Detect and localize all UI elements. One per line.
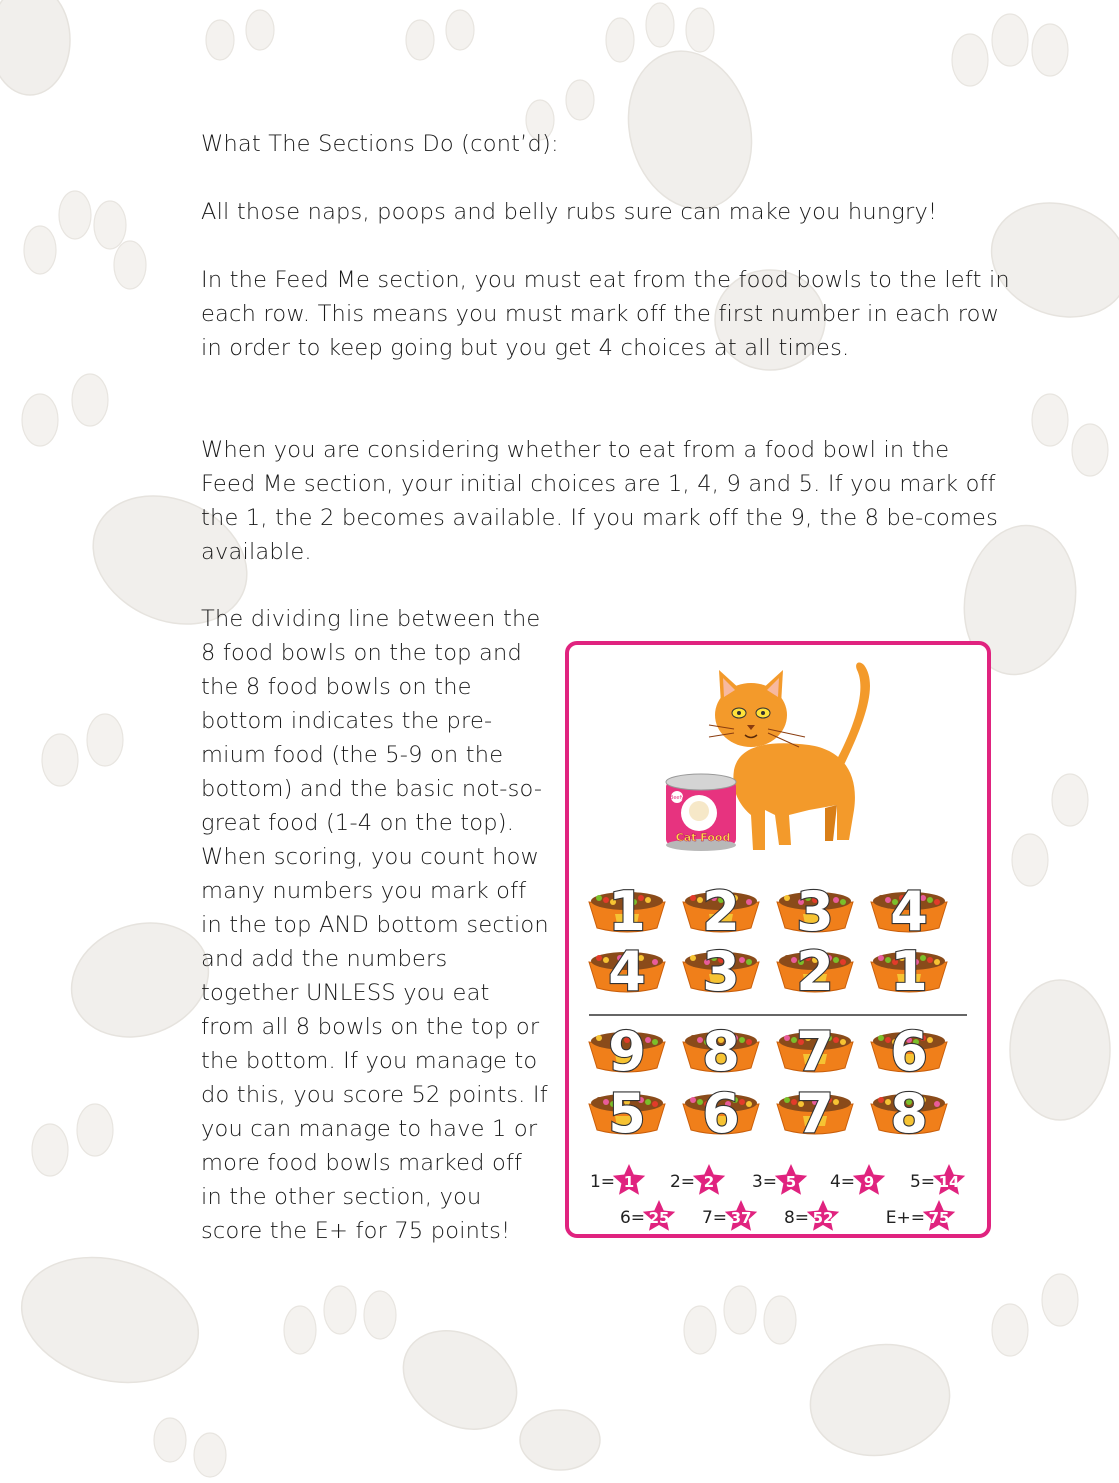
paragraph-scoring: The dividing line between the 8 food bowls on the top and the 8 food bowls on the bottom indicates the pre-mium food (the 5-9 on the bottom) and the basic not-so-great food (1-4 on the top). When scoring, you count how many numbers you mark off in the top AND bottom section and add the numbers together UNLESS you eat from all 8 bowls on the top or the bottom. If you manage to do this, you score 52 points. If you can manage to have 1 or more food bowls marked off in the other section, you score the E+ for 75 points! [201, 606, 549, 1244]
score-value: 5 [785, 1173, 797, 1191]
food-bowl-2 [777, 940, 853, 1003]
food-bowl-3 [683, 940, 759, 1003]
score-label: 2= [669, 1172, 695, 1192]
food-bowl-4 [871, 880, 947, 943]
score-value: 52 [812, 1209, 834, 1227]
score-table [590, 1164, 965, 1231]
score-value: 9 [863, 1173, 875, 1191]
food-bowl-8 [683, 1020, 759, 1083]
feed-me-card [565, 641, 991, 1238]
paragraph-initial-choices: When you are considering whether to eat from a food bowl in the Feed Me section, your initial choices are 1, 4, 9 and 5. If you mark off the 1, the 2 becomes available. If you mark off the 9, the 8 be-comes available. [201, 437, 999, 565]
score-value: 75 [928, 1209, 950, 1227]
score-entry [670, 1164, 725, 1195]
bowl-number: 1 [890, 940, 928, 1003]
score-label: 7= [701, 1208, 727, 1228]
score-label: 1= [589, 1172, 615, 1192]
score-value: 14 [938, 1173, 960, 1191]
food-bowl-1 [871, 940, 947, 1003]
score-value: 37 [730, 1209, 752, 1227]
score-label: 3= [751, 1172, 777, 1192]
score-label: 4= [829, 1172, 855, 1192]
food-bowl-7 [777, 1082, 853, 1145]
food-bowl-7 [777, 1020, 853, 1083]
food-bowl-3 [777, 880, 853, 943]
feed-me-illustration [569, 645, 987, 1234]
bowl-number: 9 [608, 1020, 646, 1083]
bowl-number: 3 [796, 880, 834, 943]
bowl-number: 1 [608, 880, 646, 943]
bowl-number: 7 [796, 1082, 834, 1145]
food-bowl-8 [871, 1082, 947, 1145]
cat-food-can-icon [666, 774, 736, 851]
score-label: 6= [619, 1208, 645, 1228]
score-entry [886, 1200, 955, 1231]
can-label-text: Cat Food [675, 831, 731, 844]
can-badge-text: Beefy [669, 795, 685, 801]
bowl-number: 2 [702, 880, 740, 943]
score-entry [702, 1200, 757, 1231]
food-bowl-2 [683, 880, 759, 943]
score-label: 5= [909, 1172, 935, 1192]
bowl-number: 8 [890, 1082, 928, 1145]
bowl-number: 2 [796, 940, 834, 1003]
score-label: E+= [885, 1208, 925, 1228]
score-entry [910, 1164, 965, 1195]
bowl-number: 5 [608, 1082, 646, 1145]
score-value: 25 [648, 1209, 670, 1227]
food-bowl-6 [871, 1020, 947, 1083]
bowl-number: 6 [702, 1082, 740, 1145]
bowl-number: 4 [608, 940, 646, 1003]
bowl-number: 4 [890, 880, 928, 943]
food-bowl-5 [589, 1082, 665, 1145]
score-value: 2 [703, 1173, 715, 1191]
score-value: 1 [623, 1173, 635, 1191]
score-label: 8= [783, 1208, 809, 1228]
food-bowl-grid [589, 880, 947, 1145]
paragraph-hungry: All those naps, poops and belly rubs sure can make you hungry! [201, 199, 938, 225]
food-bowl-6 [683, 1082, 759, 1145]
score-entry [784, 1200, 839, 1231]
page-heading: What The Sections Do (cont’d): [201, 131, 559, 157]
bowl-number: 3 [702, 940, 740, 1003]
bowl-number: 8 [702, 1020, 740, 1083]
food-bowl-4 [589, 940, 665, 1003]
paragraph-feed-me-rules: In the Feed Me section, you must eat from the food bowls to the left in each row. This means you must mark off the first number in each row in order to keep going but you get 4 choices at all times. [201, 267, 1010, 361]
bowl-number: 7 [796, 1020, 834, 1083]
food-bowl-9 [589, 1020, 665, 1083]
bowl-number: 6 [890, 1020, 928, 1083]
score-entry [590, 1164, 645, 1195]
food-bowl-1 [589, 880, 665, 943]
score-entry [830, 1164, 885, 1195]
score-entry [752, 1164, 807, 1195]
score-entry [620, 1200, 675, 1231]
